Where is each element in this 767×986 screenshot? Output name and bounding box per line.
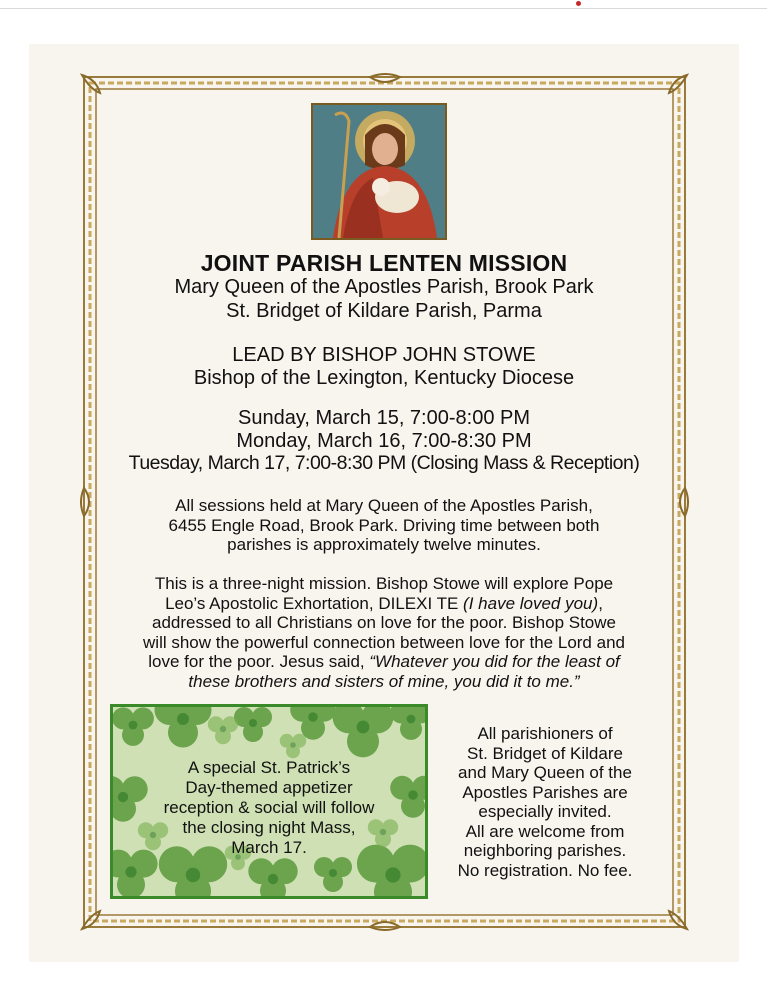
mission-line: will show the powerful connection between love for the Lord and xyxy=(143,632,625,652)
session-tuesday: Tuesday, March 17, 7:00-8:30 PM (Closing Mass & Reception) xyxy=(128,452,640,474)
session-sunday: Sunday, March 15, 7:00-8:00 PM xyxy=(237,407,530,429)
invitation-line: No registration. No fee. xyxy=(457,860,633,880)
location-line: parishes is approximately twelve minutes. xyxy=(227,535,541,554)
reception-line: A special St. Patrick’s xyxy=(187,758,351,777)
mission-line xyxy=(92,652,676,672)
mission-line: This is a three-night mission. Bishop Stowe will explore Pope xyxy=(154,574,614,593)
marker-dot xyxy=(576,1,581,6)
invitation-line: especially invited. xyxy=(478,802,612,821)
mission-line: addressed to all Christians on love for the poor. Bishop Stowe xyxy=(152,613,616,632)
reception-line: March 17. xyxy=(231,838,307,857)
invitation-line: and Mary Queen of the xyxy=(458,763,632,782)
reception-box xyxy=(110,704,428,899)
flyer-content xyxy=(100,100,668,900)
mission-quote: “Whatever you did for the least of xyxy=(369,652,620,671)
invitation-line: All are welcome from xyxy=(465,821,625,841)
location-line: 6455 Engle Road, Brook Park. Driving time between both xyxy=(168,515,600,535)
invitation-line: St. Bridget of Kildare xyxy=(467,743,623,763)
mission-quote: these brothers and sisters of mine, you did it to me.” xyxy=(188,671,580,691)
mission-italic: (I have loved you) xyxy=(463,593,599,613)
good-shepherd-icon xyxy=(311,103,447,240)
top-divider xyxy=(0,8,767,9)
invitation-line: Apostles Parishes are xyxy=(462,782,628,802)
reception-line: the closing night Mass, xyxy=(182,818,356,837)
leader-role: Bishop of the Lexington, Kentucky Diocese xyxy=(193,367,575,389)
location-line: All sessions held at Mary Queen of the Apostles Parish, xyxy=(175,496,593,515)
invitation-line: neighboring parishes. xyxy=(463,841,627,860)
invitation-text xyxy=(435,724,655,880)
parish-brook-park: Mary Queen of the Apostles Parish, Brook Park xyxy=(174,276,594,298)
mission-line xyxy=(92,594,676,614)
invitation-line: All parishioners of xyxy=(477,724,613,743)
mission-text: , xyxy=(598,593,603,613)
parish-parma: St. Bridget of Kildare Parish, Parma xyxy=(226,300,542,322)
page-title: JOINT PARISH LENTEN MISSION xyxy=(200,250,568,276)
mission-text: love for the poor. Jesus said, xyxy=(148,652,370,671)
session-monday: Monday, March 16, 7:00-8:30 PM xyxy=(236,430,532,452)
mission-line xyxy=(92,672,676,692)
leader-line: LEAD BY BISHOP JOHN STOWE xyxy=(232,344,536,366)
reception-line: reception & social will follow xyxy=(163,798,375,817)
location-paragraph xyxy=(100,496,668,555)
mission-paragraph xyxy=(92,574,676,691)
reception-line: Day-themed appetizer xyxy=(185,778,353,797)
mission-text: Leo’s Apostolic Exhortation, DILEXI TE xyxy=(165,593,464,613)
reception-text xyxy=(143,758,395,858)
